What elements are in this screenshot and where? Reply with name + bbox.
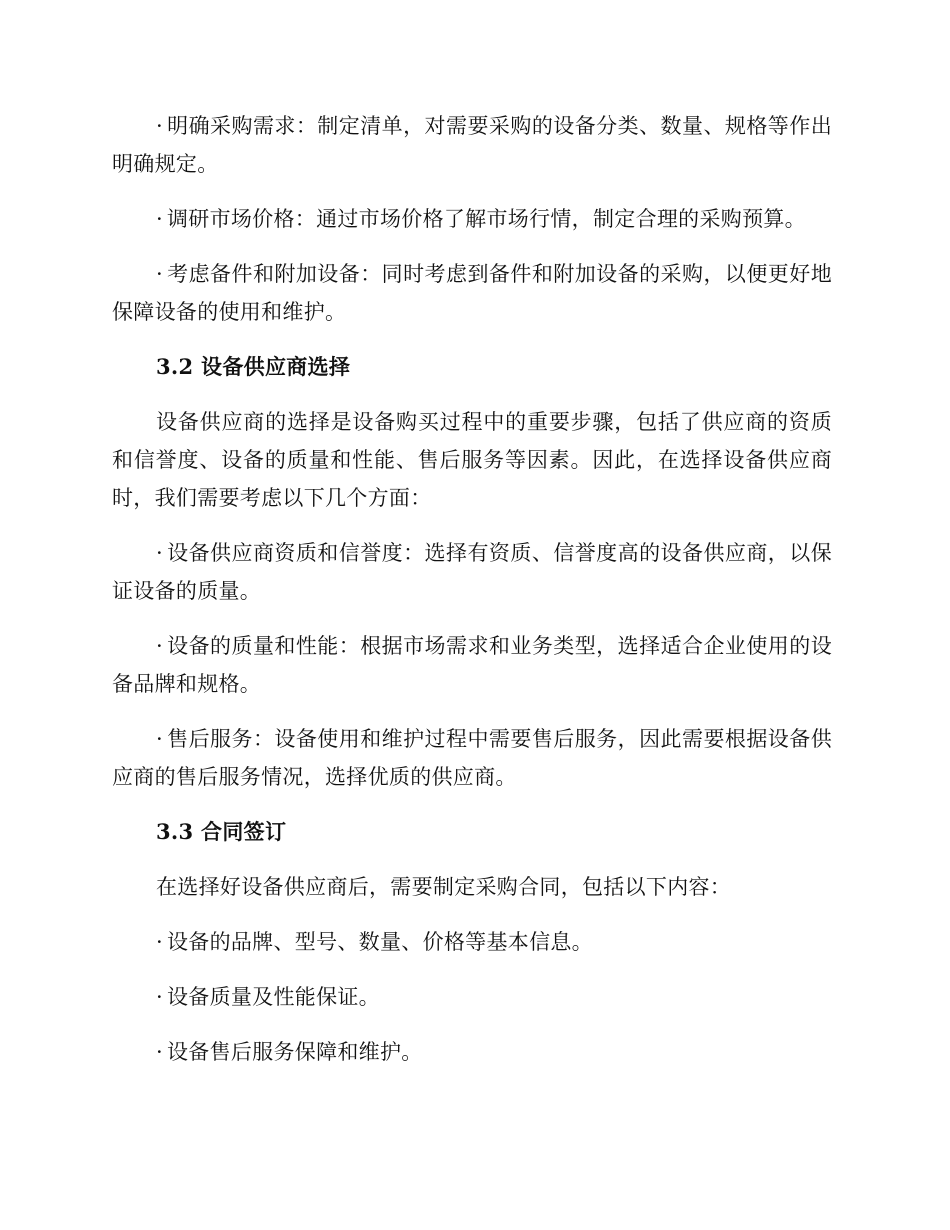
bullet-text: 明确采购需求：制定清单，对需要采购的设备分类、数量、规格等作出明确规定。: [112, 114, 832, 176]
section-intro-paragraph: 在选择好设备供应商后，需要制定采购合同，包括以下内容：: [156, 875, 732, 899]
bullet-mark: ·: [156, 985, 163, 1009]
bullet-text: 考虑备件和附加设备：同时考虑到备件和附加设备的采购，以便更好地保障设备的使用和维护。: [112, 262, 832, 324]
bullet-item: [112, 200, 832, 238]
section-heading-3-2: 3.2 设备供应商选择: [156, 354, 351, 379]
bullet-item: [112, 720, 832, 796]
bullet-mark: ·: [156, 207, 163, 231]
bullet-mark: ·: [156, 114, 163, 138]
bullet-mark: ·: [156, 727, 163, 751]
bullet-text: 设备质量及性能保证。: [166, 985, 380, 1009]
bullet-item: [112, 627, 832, 703]
bullet-text: 设备售后服务保障和维护。: [166, 1040, 423, 1064]
bullet-mark: ·: [156, 1040, 163, 1064]
bullet-item: [112, 1033, 832, 1071]
bullet-mark: ·: [156, 541, 163, 565]
bullet-item: [112, 534, 832, 610]
bullet-mark: ·: [156, 930, 163, 954]
bullet-item: [112, 978, 832, 1016]
bullet-text: 设备供应商资质和信誉度：选择有资质、信誉度高的设备供应商，以保证设备的质量。: [112, 541, 832, 603]
section-heading-3-3: 3.3 合同签订: [156, 819, 287, 844]
section-intro-paragraph: 设备供应商的选择是设备购买过程中的重要步骤，包括了供应商的资质和信誉度、设备的质量和性能、售后服务等因素。因此，在选择设备供应商时，我们需要考虑以下几个方面：: [112, 410, 832, 510]
bullet-mark: ·: [156, 634, 163, 658]
bullet-text: 设备的质量和性能：根据市场需求和业务类型，选择适合企业使用的设备品牌和规格。: [112, 634, 832, 696]
bullet-text: 调研市场价格：通过市场价格了解市场行情，制定合理的采购预算。: [166, 207, 806, 231]
bullet-mark: ·: [156, 262, 163, 286]
bullet-item: [112, 107, 832, 183]
bullet-text: 设备的品牌、型号、数量、价格等基本信息。: [166, 930, 593, 954]
bullet-item: [112, 255, 832, 331]
document-page: [112, 107, 832, 1088]
bullet-item: [112, 923, 832, 961]
bullet-text: 售后服务：设备使用和维护过程中需要售后服务，因此需要根据设备供应商的售后服务情况，选择优质的供应商。: [112, 727, 832, 789]
